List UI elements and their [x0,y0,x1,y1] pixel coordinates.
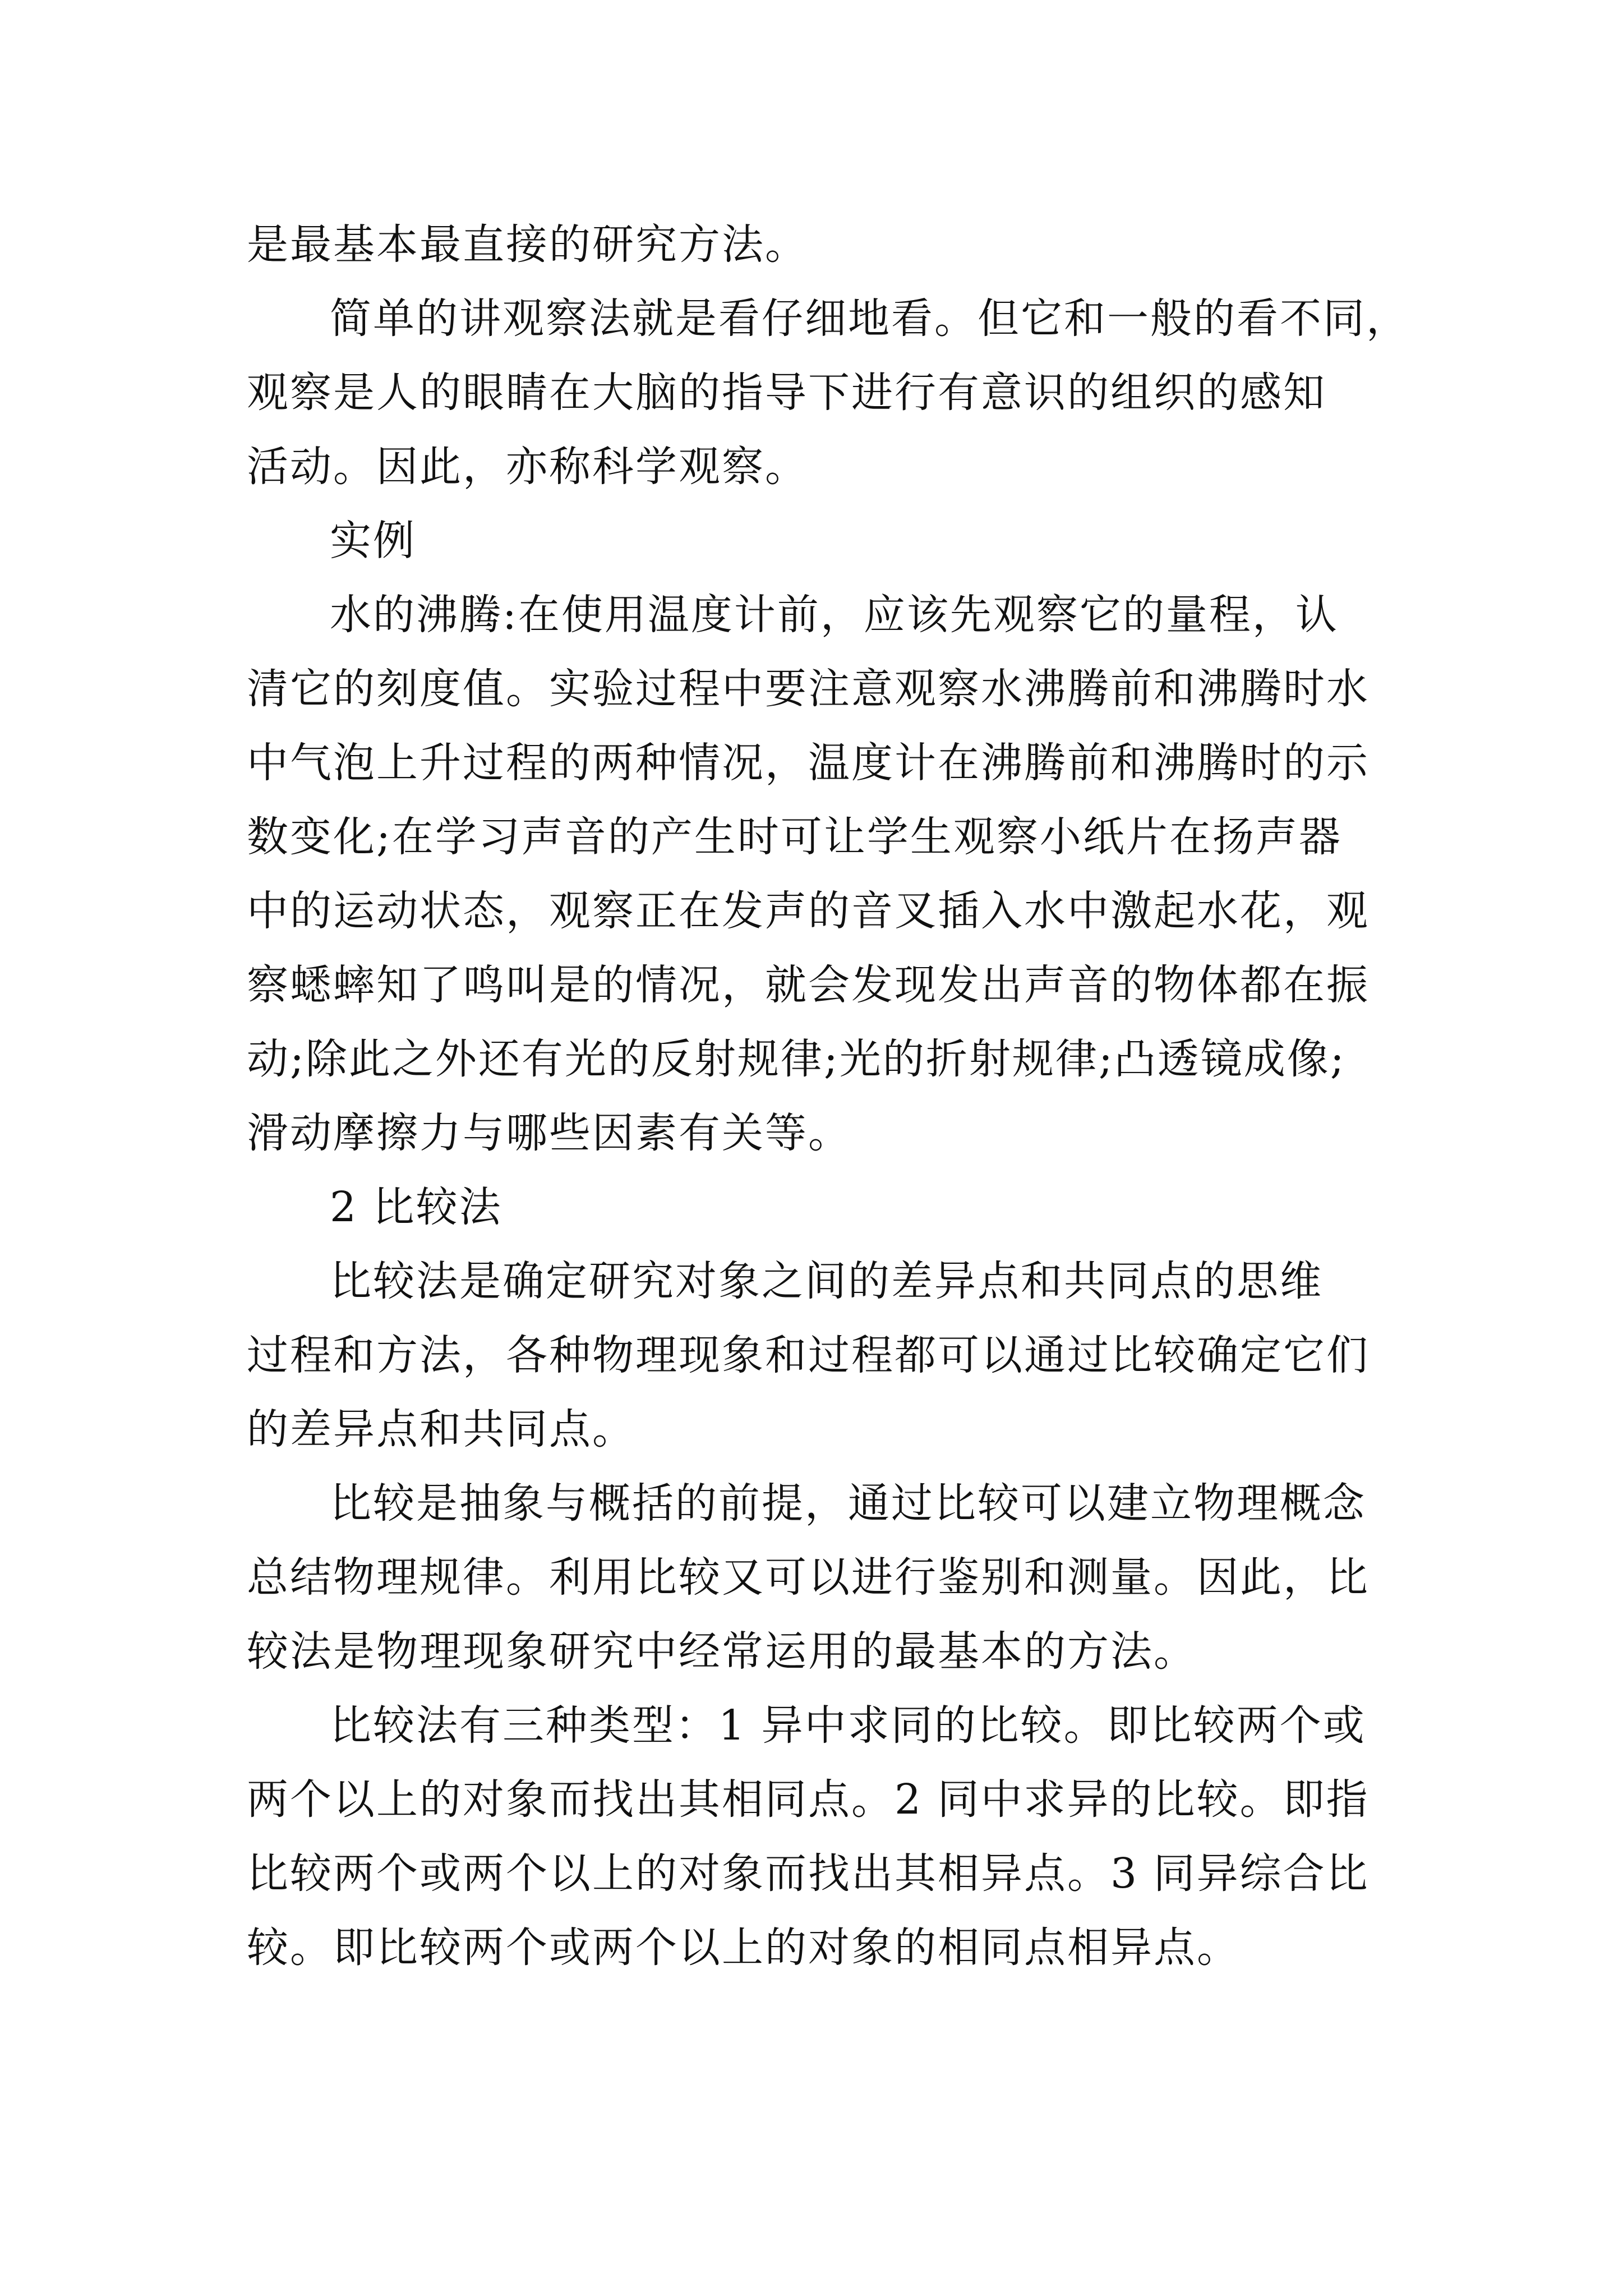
text-line: 总结物理规律。利用比较又可以进行鉴别和测量。因此，比 [247,1553,1370,1602]
text-line: 2 比较法 [330,1183,502,1231]
paragraph-example-heading [247,504,1458,578]
paragraph-intro-end [247,208,1458,282]
text-line: 简单的讲观察法就是看仔细地看。但它和一般的看不同， [330,295,1409,343]
text-line: 中气泡上升过程的两种情况，温度计在沸腾前和沸腾时的示 [247,739,1370,787]
paragraph-comparison-premise [247,1466,1458,1688]
text-line: 中的运动状态，观察正在发声的音叉插入水中激起水花，观 [247,887,1370,935]
text-line: 察蟋蟀知了鸣叫是的情况，就会发现发出声音的物体都在振 [247,961,1370,1009]
text-line: 比较两个或两个以上的对象而找出其相异点。3 同异综合比 [247,1849,1370,1898]
text-line: 活动。因此，亦称科学观察。 [247,443,808,491]
text-line: 数变化;在学习声音的产生时可让学生观察小纸片在扬声器 [247,813,1342,861]
text-line: 水的沸腾:在使用温度计前，应该先观察它的量程，认 [330,591,1339,639]
text-line: 过程和方法，各种物理现象和过程都可以通过比较确定它们 [247,1331,1370,1379]
text-line: 比较是抽象与概括的前提，通过比较可以建立物理概念 [330,1479,1366,1527]
section-heading-comparison [247,1170,1458,1244]
text-line: 动;除此之外还有光的反射规律;光的折射规律;凸透镜成像; [247,1035,1346,1083]
text-line: 清它的刻度值。实验过程中要注意观察水沸腾前和沸腾时水 [247,665,1370,713]
text-line: 是最基本最直接的研究方法。 [247,220,808,269]
text-line: 滑动摩擦力与哪些因素有关等。 [247,1109,851,1157]
paragraph-observation-definition [247,282,1458,504]
text-line: 较法是物理现象研究中经常运用的最基本的方法。 [247,1627,1197,1676]
text-line: 比较法是确定研究对象之间的差异点和共同点的思维 [330,1257,1323,1305]
text-line: 的差异点和共同点。 [247,1405,635,1453]
paragraph-comparison-definition [247,1244,1458,1466]
text-line: 实例 [330,517,416,565]
paragraph-boiling-example [247,578,1458,1170]
text-line: 观察是人的眼睛在大脑的指导下进行有意识的组织的感知 [247,369,1326,417]
text-line: 较。即比较两个或两个以上的对象的相同点相异点。 [247,1924,1240,1972]
text-line: 比较法有三种类型：1 异中求同的比较。即比较两个或 [330,1701,1366,1750]
document-body [247,208,1458,1985]
paragraph-comparison-types [247,1688,1458,1985]
text-line: 两个以上的对象而找出其相同点。2 同中求异的比较。即指 [247,1775,1370,1824]
